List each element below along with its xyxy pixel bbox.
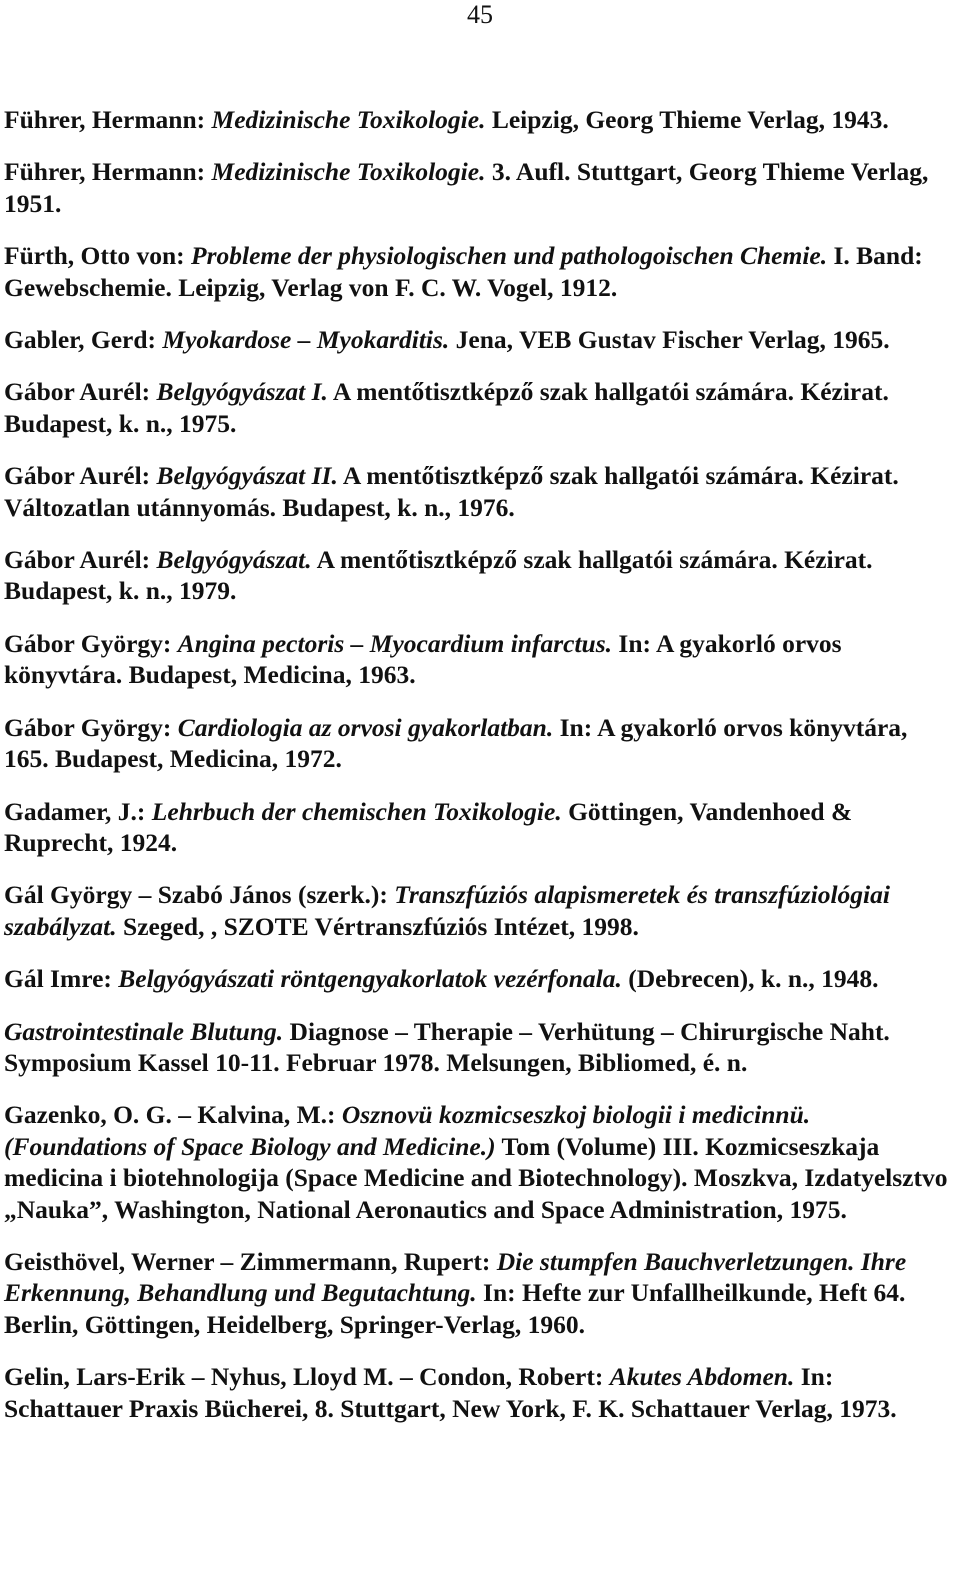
bibliography-entry [4,1361,954,1424]
entry-text: Szeged, , SZOTE Vértranszfúziós Intézet, 1998. [116,911,639,941]
bibliography-entry [4,324,954,355]
entry-title-italic: Belgyógyászati röntgengyakorlatok vezérfonala. [118,964,622,994]
entry-title-italic: Myokardose – Myokarditis. [162,325,450,355]
entry-text: In: Schattauer Praxis Bücherei, 8. Stuttgart, New York, F. K. Schattauer Verlag, 1973. [4,1362,897,1423]
entry-text: Führer, Hermann: [4,105,212,134]
entry-text: Tom (Volume) III. Kozmicseszkaja medicina i biotehnologija (Space Medicine and Biotechnology). Moszkva, Izdatyelsztvo „Nauka”, Washington, National Aeronautics and Space Administration, 1975. [4,1131,948,1224]
bibliography-entry [4,628,954,691]
bibliography-entry [4,1099,954,1225]
bibliography-entry [4,376,954,439]
entry-title-italic: Belgyógyászat. [156,545,312,575]
entry-title-italic: Medizinische Toxikologie. [211,105,486,134]
bibliography-entry [4,156,954,219]
entry-text: Gábor György: [4,712,178,742]
entry-text: (Debrecen), k. n., 1948. [621,964,879,994]
entry-title-italic: Transzfúziós alapismeretek és transzfúziológiai szabályzat. [4,880,890,941]
bibliography-entry [4,544,954,607]
entry-text: Gelin, Lars-Erik – Nyhus, Lloyd M. – Condon, Robert: [4,1362,610,1392]
entry-title-italic: Akutes Abdomen. [609,1362,795,1392]
entry-text: Gábor Aurél: [4,461,157,491]
bibliography-entry [4,1246,954,1340]
bibliography-entry [4,712,954,775]
bibliography-entry [4,796,954,859]
entry-text: Gábor György: [4,628,178,658]
entry-title-italic: Probleme der physiologischen und pathologoischen Chemie. [191,241,828,271]
entry-text: I. Band: Gewebschemie. Leipzig, Verlag von F. C. W. Vogel, 1912. [4,241,923,302]
entry-text: Diagnose – Therapie – Verhütung – Chirurgische Naht. Symposium Kassel 10-11. Februar 1978. Melsungen, Bibliomed, é. n. [4,1016,890,1077]
entry-text: Geisthövel, Werner – Zimmermann, Rupert: [4,1246,497,1276]
entry-text: Göttingen, Vandenhoed & Ruprecht, 1924. [4,796,853,857]
entry-text: Gabler, Gerd: [4,325,163,355]
entry-text: Gadamer, J.: [4,796,152,826]
bibliography-entry [4,1016,954,1079]
entry-text: 3. Aufl. Stuttgart, Georg Thieme Verlag, 1951. [4,157,929,218]
bibliography-entry [4,963,954,994]
entry-title-italic: Medizinische Toxikologie. [211,157,486,187]
entry-title-italic: Belgyógyászat II. [156,461,338,491]
bibliography-entry [4,460,954,523]
entry-text: In: A gyakorló orvos könyvtára, 165. Budapest, Medicina, 1972. [4,712,908,774]
entry-text: Gábor Aurél: [4,377,157,407]
entry-text: A mentőtisztképző szak hallgatói számára. Kézirat. Budapest, k. n., 1975. [4,377,889,438]
entry-text: Gábor Aurél: [4,545,157,575]
entry-text: In: A gyakorló orvos könyvtára. Budapest, Medicina, 1963. [4,628,842,690]
bibliography-list [4,104,954,1445]
entry-text: Jena, VEB Gustav Fischer Verlag, 1965. [449,325,890,355]
entry-title-italic: Belgyógyászat I. [156,377,328,407]
entry-title-italic: Osznovü kozmicseszkoj biologii i medicinnü. (Foundations of Space Biology and Medicine.) [4,1100,811,1161]
entry-title-italic: Die stumpfen Bauchverletzungen. Ihre Erkennung, Behandlung und Begutachtung. [4,1246,907,1308]
entry-text: Gál Imre: [4,964,119,994]
entry-text: Gál György – Szabó János (szerk.): [4,880,395,910]
entry-text: Leipzig, Georg Thieme Verlag, 1943. [485,105,889,134]
entry-text: A mentőtisztképző szak hallgatói számára. Kézirat. Változatlan utánnyomás. Budapest, k. n., 1976. [4,461,899,522]
entry-text: Führer, Hermann: [4,157,212,187]
entry-title-italic: Lehrbuch der chemischen Toxikologie. [151,796,562,826]
bibliography-entry [4,240,954,303]
bibliography-entry [4,879,954,942]
entry-text: Fürth, Otto von: [4,241,191,271]
page-number: 45 [467,0,493,29]
bibliography-entry [4,104,954,135]
entry-title-italic: Gastrointestinale Blutung. [4,1016,284,1046]
entry-text: In: Hefte zur Unfallheilkunde, Heft 64. Berlin, Göttingen, Heidelberg, Springer-Verlag, 1960. [4,1278,906,1339]
entry-text: A mentőtisztképző szak hallgatói számára. Kézirat. Budapest, k. n., 1979. [4,545,873,606]
entry-text: Gazenko, O. G. – Kalvina, M.: [4,1100,342,1130]
entry-title-italic: Angina pectoris – Myocardium infarctus. [177,628,613,658]
entry-title-italic: Cardiologia az orvosi gyakorlatban. [177,712,554,742]
